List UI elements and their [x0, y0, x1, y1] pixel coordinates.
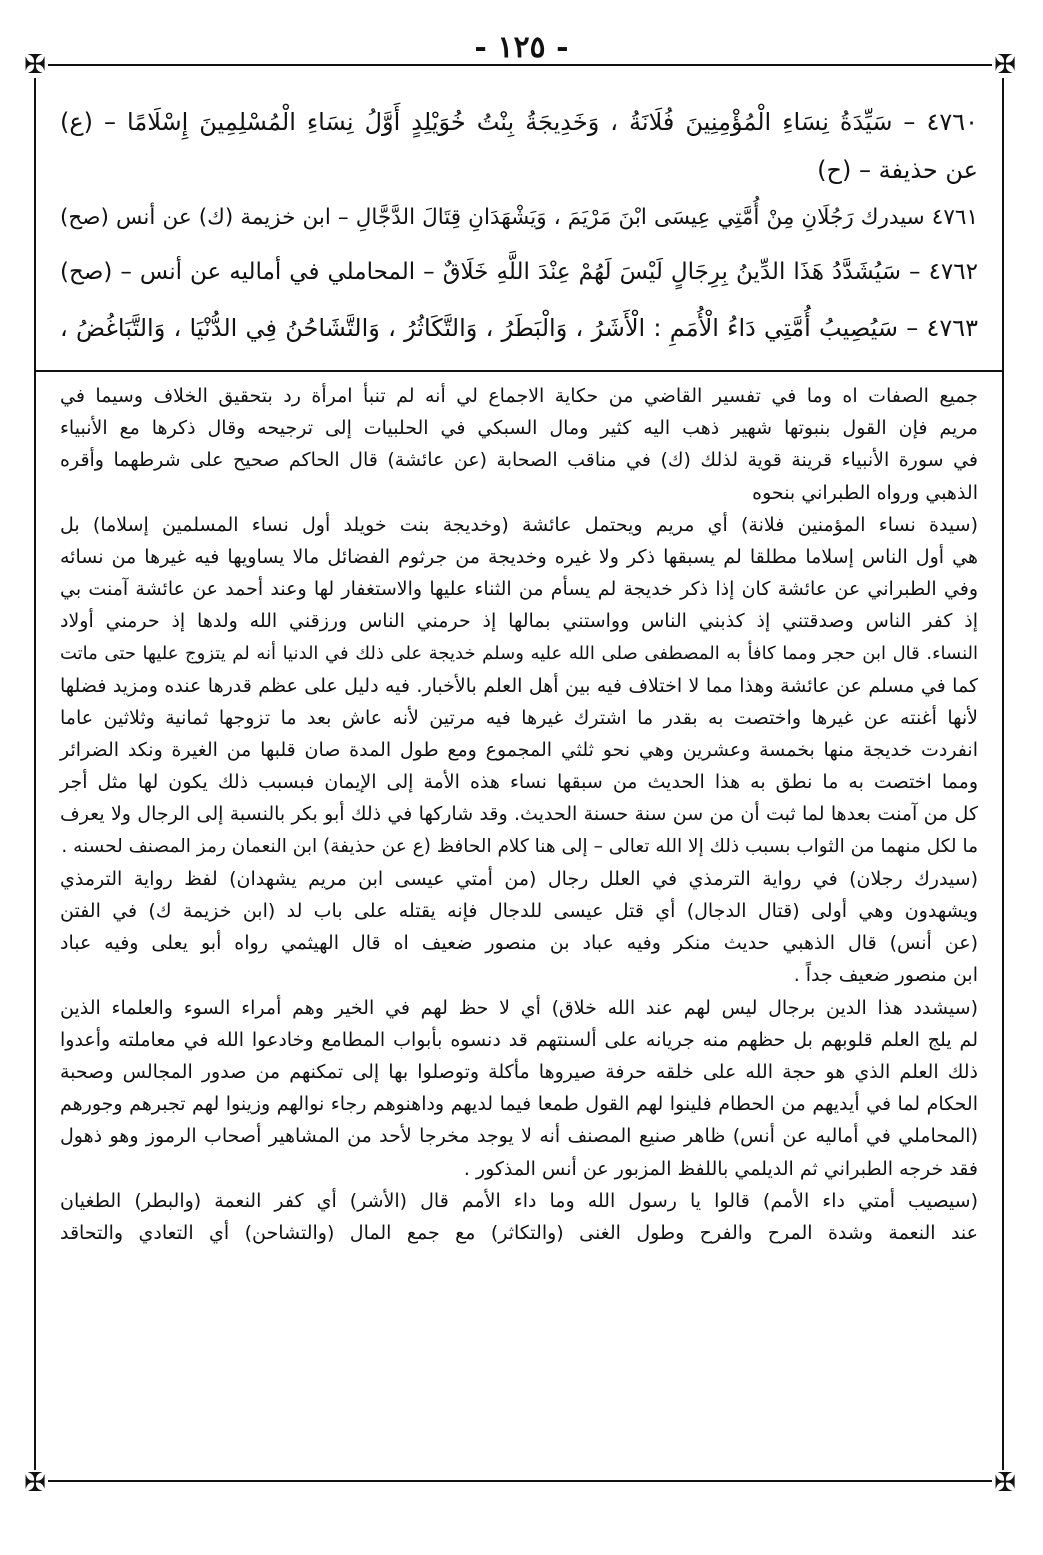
commentary-line: جميع الصفات اه وما في تفسير القاضي من حكاية الاجماع لي أنه لم تنبأ امرأة رد بتحقيق الخلاف وسيما في	[60, 385, 978, 407]
commentary-line: النساء. قال ابن حجر ومما كافأ به المصطفى صلى الله عليه وسلم خديجة على ذلك في الدنيا أنه لم يتزوج عليها حتى ماتت	[60, 642, 978, 664]
section-divider	[34, 370, 1004, 372]
hadith-4760-source: عن حذيفة – (ح)	[817, 156, 978, 184]
corner-ornament-icon: ✠	[22, 1470, 48, 1496]
commentary-line: إذ كفر الناس وصدقتني إذ كذبني الناس وواستني بمالها إذ حرمني الناس ورزقني الله ولدها إذ حرمني أولاد	[60, 610, 978, 633]
commentary-line: كما في مسلم عن عائشة وهذا مما لا اختلاف فيه بين أهل العلم بالأخبار. فيه دليل على عظم قدرها عنده ومزيد فضلها	[60, 674, 978, 697]
corner-ornament-icon: ✠	[22, 52, 48, 78]
commentary-line: (سيصيب أمتي داء الأمم) قالوا يا رسول الله وما داء الأمم قال (الأشر) أي كفر النعمة (والبطر) الطغيان	[60, 1189, 978, 1212]
commentary-block	[60, 380, 978, 1249]
commentary-line: الحكام لما في أيديهم من الحطام فلينوا لهم القول طمعا فيما لديهم وداهنوهم رجاء نوالهم وزينوا لهم تجبرهم وجورهم	[60, 1093, 978, 1116]
hadith-4761: ٤٧٦١ سيدرك رَجُلَانِ مِنْ أُمَّتِي عِيسَى ابْنَ مَرْيَمَ ، وَيَشْهَدَانِ قِتَالَ الدَّجَّالِ – ابن خزيمة (ك) عن أنس (صح)	[60, 205, 978, 230]
commentary-line: (عن أنس) قال الذهبي حديث منكر وفيه عباد بن منصور ضعيف اه قال الهيثمي رواه أبو يعلى وفيه عباد	[60, 932, 978, 955]
commentary-line: ذلك العلم الذي هو حجة الله على خلقه حرفة صيروها مأكلة وتوصلوا بها إلى تمكنهم من صدور المجالس وصحبة	[60, 1060, 978, 1083]
commentary-line: الذهبي ورواه الطبراني بنحوه	[752, 481, 978, 504]
commentary-line: كل من آمنت بعدها لما ثبت أن من سن سنة حسنة الحديث. وقد شاركها في ذلك أبو بكر بالنسبة إلى الرجال ولا يعرف	[60, 803, 978, 826]
commentary-line: ابن منصور ضعيف جداً .	[793, 964, 978, 987]
commentary-line: انفردت خديجة منها بخمسة وعشرين وهي نحو ثلثي المجموع ومع طول المدة صان قلبها من الغيرة ونكد الضرائر	[60, 739, 978, 762]
commentary-line: (سيشدد هذا الدين برجال ليس لهم عند الله خلاق) أي لا حظ لهم في الخير وهم أمراء السوء والعلماء الذين	[60, 996, 978, 1019]
hadith-4760: ٤٧٦٠ – سَيِّدَةُ نِسَاءِ الْمُؤْمِنِينَ فُلَانَةُ ، وَخَدِيجَةُ بِنْتُ خُوَيْلِدٍ أَوَّلُ نِسَاءِ الْمُسْلِمِينَ إِسْلَامًا – (ع)	[60, 108, 978, 136]
commentary-line: فقد خرجه الطبراني ثم الديلمي باللفظ المزبور عن أنس المذكور .	[463, 1157, 978, 1180]
commentary-line: ما لكل منهما من الثواب بسبب ذلك إلا الله تعالى – إلى هنا كلام الحافظ (ع عن حذيفة) ابن النعمان رمز المصنف لحسنه .	[61, 835, 978, 857]
commentary-line: وفي الطبراني عن عائشة كان إذا ذكر خديجة لم يسأم من الثناء عليها والاستغفار لها وعند أحمد عن عائشة آمنت بي	[60, 578, 978, 601]
commentary-line: (سيدة نساء المؤمنين فلانة) أي مريم ويحتمل عائشة (وخديجة بنت خويلد أول نساء المسلمين إسلاما) بل	[60, 513, 978, 536]
commentary-line: ومما اختصت به ما نطق به هذا الحديث من سبقها نساء هذه الأمة إلى الإيمان فبسبب ذلك يكون لها مثل أجر	[60, 771, 978, 794]
commentary-line: هي أول الناس إسلاما مطلقا لم يسبقها ذكر ولا غيره وخديجة من جرثوم الفضائل مالا يساويها فيه غيرها من نسائه	[60, 545, 978, 568]
commentary-line: لأنها أغنته عن غيرها واختصت به بقدر ما اشترك غيرها فيه مرتين لأنه عاش بعد ما تزوجها ثمانية وثلاثين عاما	[60, 706, 978, 729]
corner-ornament-icon: ✠	[992, 52, 1018, 78]
commentary-line: مريم فإن القول بنبوتها شهير ذهب اليه كثير ومال السبكي في الحلبيات إلى ترجيحه وقال ذكرها مع الأنبياء	[60, 417, 978, 440]
commentary-line: ويشهدون وهي أولى (قتال الدجال) أي قتل عيسى للدجال فإنه يقتله على باب لد (ابن خزيمة ك) في الفتن	[60, 900, 978, 922]
hadith-4762: ٤٧٦٢ – سَيُشَدَّدُ هَذَا الدِّينُ بِرِجَالٍ لَيْسَ لَهُمْ عِنْدَ اللَّهِ خَلَاقٌ – المحاملي في أماليه عن أنس – (صح)	[60, 259, 978, 285]
commentary-line: في سورة الأنبياء قرينة قوية لذلك (ك) في مناقب الصحابة (عن عائشة) قال الحاكم صحيح على شرطهما وأقره	[60, 449, 978, 472]
commentary-line: عند النعمة وشدة المرح والفرح وطول الغنى (والتكاثر) مع جمع المال (والتشاحن) أي التعادي والتحاقد	[60, 1221, 978, 1244]
commentary-line: (المحاملي في أماليه عن أنس) ظاهر صنيع المصنف أنه لا يوجد مخرجا لأحد من المشاهير أصحاب الرموز وهو ذهول	[60, 1125, 978, 1148]
corner-ornament-icon: ✠	[992, 1470, 1018, 1496]
hadith-4763: ٤٧٦٣ – سَيُصِيبُ أُمَّتِي دَاءُ الْأُمَمِ : الْأَشَرُ ، وَالْبَطَرُ ، وَالتَّكَاثُرُ ، وَالتَّشَاحُنُ فِي الدُّنْيَا ، وَالتَّبَاغُضُ ،	[60, 314, 978, 342]
page-number: - ١٢٥ -	[474, 30, 569, 65]
commentary-line: (سيدرك رجلان) في رواية الترمذي في العلل رجال (من أمتي عيسى ابن مريم يشهدان) لفظ رواية الترمذي	[60, 867, 978, 890]
commentary-line: لم يلج العلم قلوبهم بل حظهم منه جريانه على ألسنتهم قد دنسوه بأبواب المطامع وخادعوا الله في معاملته وأعدوا	[60, 1028, 978, 1051]
